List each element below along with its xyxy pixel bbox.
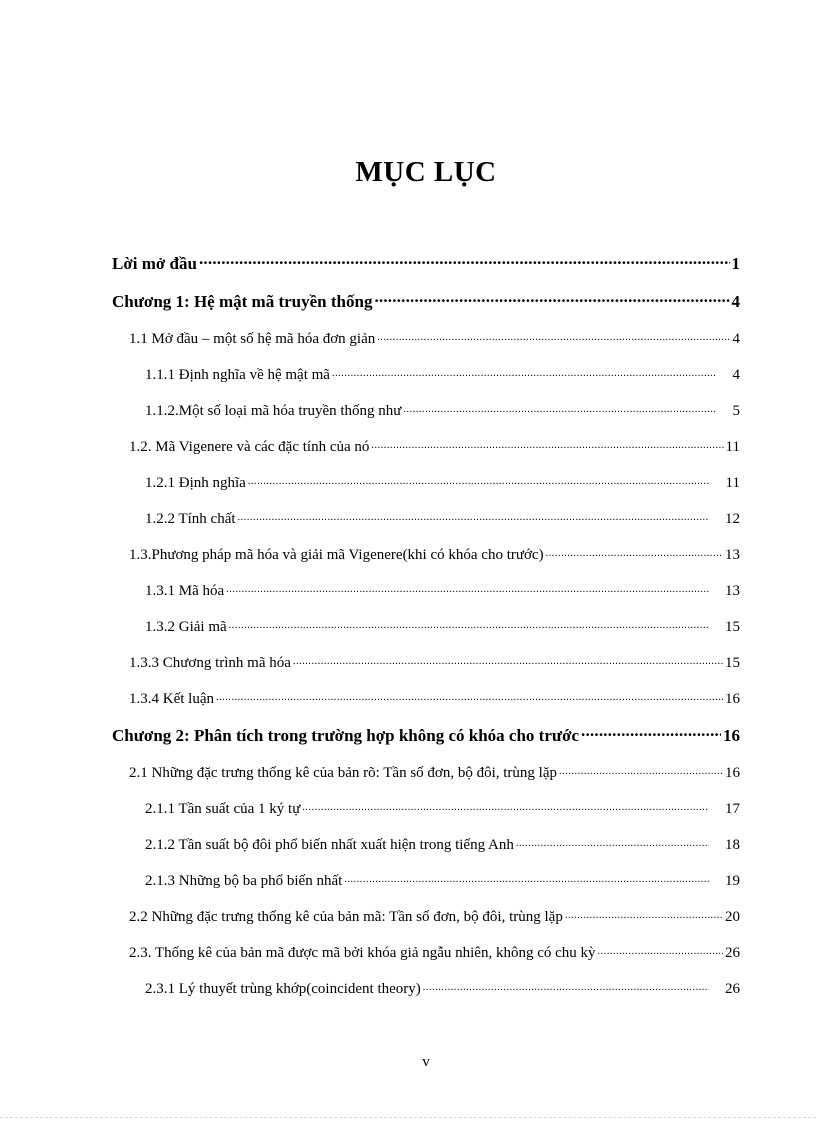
toc-entry-text: 1.2.2 Tính chất bbox=[145, 511, 236, 527]
toc-entry-page: 4 bbox=[732, 367, 740, 383]
dot-leader bbox=[423, 978, 709, 993]
toc-entry-text: 2.1.1 Tần suất của 1 ký tự bbox=[145, 801, 301, 817]
toc-entry-page: 1 bbox=[731, 254, 740, 273]
toc-entry[interactable] bbox=[129, 688, 740, 708]
toc-entry[interactable] bbox=[129, 544, 740, 564]
toc-entry[interactable] bbox=[129, 436, 740, 456]
toc-entry-text: 2.3. Thống kê của bản mã được mã bởi khóa giả ngẫu nhiên, không có chu kỳ bbox=[129, 945, 596, 961]
toc-entry-page: 13 bbox=[725, 583, 740, 599]
toc-entry[interactable] bbox=[145, 472, 740, 492]
toc-entry-page: 4 bbox=[732, 331, 740, 347]
toc-entry-page: 4 bbox=[731, 292, 740, 311]
toc-entry[interactable] bbox=[129, 652, 740, 672]
toc-entry[interactable] bbox=[129, 328, 740, 348]
toc-entry[interactable] bbox=[129, 942, 740, 962]
toc-entry[interactable] bbox=[145, 616, 740, 636]
toc-entry-page: 26 bbox=[725, 981, 740, 997]
toc-entry-text: 1.3.2 Giải mã bbox=[145, 619, 227, 635]
toc-entry-text: Lời mở đầu bbox=[112, 254, 197, 273]
toc-entry-page: 26 bbox=[725, 945, 740, 961]
dot-leader bbox=[302, 798, 709, 813]
toc-entry[interactable] bbox=[129, 762, 740, 782]
dot-leader bbox=[332, 364, 717, 379]
toc-entry-text: 2.3.1 Lý thuyết trùng khớp(coincident theory) bbox=[145, 981, 421, 997]
dot-leader bbox=[229, 616, 709, 631]
toc-entry-text: 2.1 Những đặc trưng thống kê của bản rõ: Tần số đơn, bộ đôi, trùng lặp bbox=[129, 765, 558, 781]
toc-entry-text: 1.1 Mở đầu – một số hệ mã hóa đơn giản bbox=[129, 331, 376, 347]
dot-leader bbox=[516, 834, 709, 849]
toc-entry-text: 1.3.Phương pháp mã hóa và giải mã Vigenere(khi có khóa cho trước) bbox=[129, 547, 544, 563]
dot-leader bbox=[565, 906, 723, 921]
toc-entry[interactable] bbox=[112, 724, 740, 746]
dot-leader bbox=[581, 724, 721, 741]
toc-entry[interactable] bbox=[145, 508, 740, 528]
toc-entry-page: 17 bbox=[725, 801, 740, 817]
dot-leader bbox=[371, 436, 723, 451]
toc-entry-text: 1.3.4 Kết luận bbox=[129, 691, 214, 707]
toc-entry-text: 1.3.1 Mã hóa bbox=[145, 583, 225, 599]
toc-entry-page: 11 bbox=[725, 475, 740, 491]
toc-entry-page: 16 bbox=[725, 765, 740, 781]
toc-entry-text: Chương 1: Hệ mật mã truyền thống bbox=[112, 292, 373, 311]
toc-entry-text: 1.1.2.Một số loại mã hóa truyền thống như bbox=[145, 403, 402, 419]
toc-entry-text: 2.1.2 Tần suất bộ đôi phổ biến nhất xuất hiện trong tiếng Anh bbox=[145, 837, 514, 853]
toc-title: MỤC LỤC bbox=[355, 156, 497, 188]
dot-leader bbox=[216, 688, 723, 703]
dot-leader bbox=[248, 472, 710, 487]
toc-entry-text: Chương 2: Phân tích trong trường hợp không có khóa cho trước bbox=[112, 726, 580, 745]
toc-entry-page: 15 bbox=[725, 619, 740, 635]
page-number: v bbox=[422, 1054, 430, 1070]
toc-entry[interactable] bbox=[145, 580, 740, 600]
dot-leader bbox=[344, 870, 709, 885]
toc-entry[interactable] bbox=[145, 400, 740, 420]
toc-entry[interactable] bbox=[145, 834, 740, 854]
dot-leader bbox=[377, 328, 730, 343]
toc-entry-page: 20 bbox=[725, 909, 740, 925]
toc-entry[interactable] bbox=[112, 252, 740, 274]
toc-entry[interactable] bbox=[129, 906, 740, 926]
toc-entry-page: 5 bbox=[732, 403, 740, 419]
toc-entry-text: 1.1.1 Định nghĩa về hệ mật mã bbox=[145, 367, 330, 383]
dot-leader bbox=[226, 580, 709, 595]
toc-entry-text: 1.2. Mã Vigenere và các đặc tính của nó bbox=[129, 439, 370, 455]
dot-leader bbox=[546, 544, 723, 559]
toc-entry-page: 16 bbox=[723, 726, 740, 745]
dot-leader bbox=[374, 290, 729, 307]
toc-entry[interactable] bbox=[145, 870, 740, 890]
dot-leader bbox=[238, 508, 709, 523]
dot-leader bbox=[403, 400, 716, 415]
toc-entry-text: 2.2 Những đặc trưng thống kê của bản mã: Tần số đơn, bộ đôi, trùng lặp bbox=[129, 909, 563, 925]
toc-entry[interactable] bbox=[112, 290, 740, 312]
toc-entry-page: 11 bbox=[725, 439, 740, 455]
toc-entry[interactable] bbox=[145, 978, 740, 998]
toc-entry-text: 1.3.3 Chương trình mã hóa bbox=[129, 655, 291, 671]
dot-leader bbox=[559, 762, 723, 777]
page-edge-divider bbox=[0, 1117, 816, 1118]
toc-entry[interactable] bbox=[145, 798, 740, 818]
toc-entry-text: 1.2.1 Định nghĩa bbox=[145, 475, 246, 491]
toc-entry-page: 15 bbox=[725, 655, 740, 671]
dot-leader bbox=[598, 942, 723, 957]
toc-entry-text: 2.1.3 Những bộ ba phổ biến nhất bbox=[145, 873, 343, 889]
toc-entry-page: 12 bbox=[725, 511, 740, 527]
dot-leader bbox=[199, 252, 730, 269]
dot-leader bbox=[293, 652, 723, 667]
toc-entry-page: 13 bbox=[725, 547, 740, 563]
toc-entry-page: 19 bbox=[725, 873, 740, 889]
toc-entry-page: 16 bbox=[725, 691, 740, 707]
toc-entry-page: 18 bbox=[725, 837, 740, 853]
toc-entry[interactable] bbox=[145, 364, 740, 384]
